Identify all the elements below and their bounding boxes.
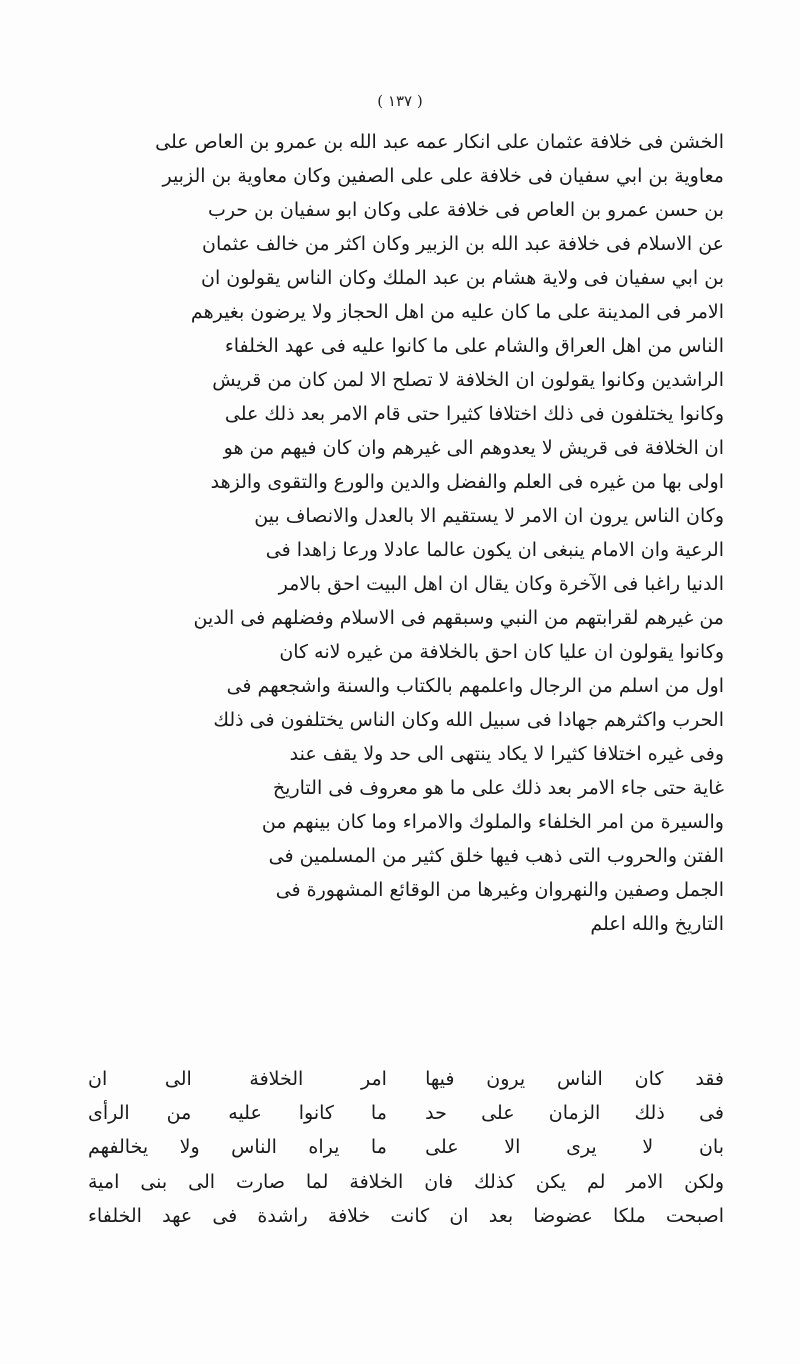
verse-hemistich-left: امر الخلافة الى ان (88, 1068, 387, 1090)
text-line: وفى غيره اختلافا كثيرا لا يكاد ينتهى الى حد ولا يقف عند (289, 743, 724, 765)
text-line: غاية حتى جاء الامر بعد ذلك على ما هو معروف فى التاريخ (272, 777, 724, 799)
text-line: ولكن الامر لم يكن كذلك فان الخلافة لما صارت الى بنى امية (88, 1171, 724, 1193)
text-line: التاريخ والله اعلم (590, 913, 724, 935)
text-line: بن ابي سفيان فى ولاية هشام بن عبد الملك وكان الناس يقولون ان (201, 267, 724, 289)
closing-paragraph (88, 1165, 724, 1233)
text-line: الجمل وصفين والنهروان وغيرها من الوقائع المشهورة فى (275, 879, 724, 901)
text-line: الامر فى المدينة على ما كان عليه من اهل الحجاز ولا يرضون بغيرهم (190, 301, 724, 323)
text-line: الدنيا راغبا فى الآخرة وكان يقال ان اهل البيت احق بالامر (278, 573, 724, 595)
text-line: والسيرة من امر الخلفاء والملوك والامراء وما كان بينهم من (261, 811, 724, 833)
text-line: وكانوا يختلفون فى ذلك اختلافا كثيرا حتى قام الامر بعد ذلك على (224, 403, 724, 425)
main-paragraph (88, 125, 724, 941)
verse-row (88, 1130, 724, 1164)
verse-hemistich-right: فقد كان الناس يرون فيها (425, 1068, 724, 1090)
text-line: الناس من اهل العراق والشام على ما كانوا عليه فى عهد الخلفاء (224, 335, 724, 357)
text-line: الحرب واكثرهم جهادا فى سبيل الله وكان الناس يختلفون فى ذلك (213, 709, 724, 731)
text-line: وكان الناس يرون ان الامر لا يستقيم الا بالعدل والانصاف بين (254, 505, 724, 527)
verse-row (88, 1096, 724, 1130)
text-line: اولى بها من غيره فى العلم والفضل والدين والورع والتقوى والزهد (210, 471, 724, 493)
text-line: الراشدين وكانوا يقولون ان الخلافة لا تصلح الا لمن كان من قريش (212, 369, 724, 391)
text-line: الخشن فى خلافة عثمان على انكار عمه عبد الله بن عمرو بن العاص على (155, 131, 724, 153)
text-line: الفتن والحروب التى ذهب فيها خلق كثير من المسلمين فى (268, 845, 724, 867)
text-line: ان الخلافة فى قريش لا يعدوهم الى غيرهم وان كان فيهم من هو (223, 437, 724, 459)
text-line: اصبحت ملكا عضوضا بعد ان كانت خلافة راشدة فى عهد الخلفاء (88, 1205, 724, 1227)
verse-hemistich-right: فى ذلك الزمان على حد (425, 1102, 724, 1124)
page-number: ( ١٣٧ ) (377, 92, 423, 110)
verse-hemistich-left: ما كانوا عليه من الرأى (88, 1102, 387, 1124)
verse-row (88, 1062, 724, 1096)
text-line: وكانوا يقولون ان عليا كان احق بالخلافة من غيره لانه كان (279, 641, 724, 663)
verse-hemistich-left: ما يراه الناس ولا يخالفهم (88, 1136, 387, 1158)
text-line: عن الاسلام فى خلافة عبد الله بن الزبير وكان اكثر من خالف عثمان (201, 233, 724, 255)
text-line: بن حسن عمرو بن العاص فى خلافة على وكان ابو سفيان بن حرب (207, 199, 724, 221)
text-line: اول من اسلم من الرجال واعلمهم بالكتاب والسنة واشجعهم فى (226, 675, 724, 697)
text-line: معاوية بن ابي سفيان فى خلافة على على الصفين وكان معاوية بن الزبير (162, 165, 724, 187)
verse-hemistich-right: بان لا يرى الا على (425, 1136, 724, 1158)
verse-block (88, 1062, 724, 1164)
text-line: الرعية وان الامام ينبغى ان يكون عالما عادلا ورعا زاهدا فى (265, 539, 724, 561)
text-line: من غيرهم لقرابتهم من النبي وسبقهم فى الاسلام وفضلهم فى الدين (193, 607, 724, 629)
